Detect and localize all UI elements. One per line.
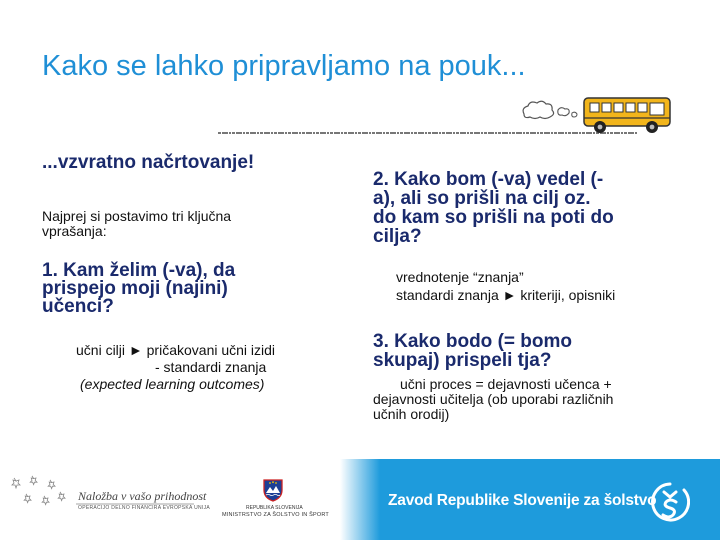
slide-title: Kako se lahko pripravljamo na pouk... — [42, 50, 526, 82]
ministry-name: MINISTRSTVO ZA ŠOLSTVO IN ŠPORT — [222, 512, 329, 518]
intro-text — [42, 209, 342, 239]
road-line — [218, 131, 638, 135]
question-2 — [373, 170, 683, 246]
question-3-line: 3. Kako bodo (= bomo — [373, 331, 572, 352]
question-2-line: 2. Kako bom (-va) vedel (- — [373, 169, 604, 190]
smoke-puff-icon — [520, 98, 582, 120]
question-1-line: prispejo moji (najini) — [42, 278, 228, 299]
answer-line: (expected learning outcomes) — [80, 376, 265, 392]
eu-slogan: Naložba v vašo prihodnost — [78, 489, 207, 503]
subtitle-backward-planning: ...vzvratno načrtovanje! — [42, 152, 255, 173]
slovenia-crest-icon — [262, 478, 284, 502]
ministry-country: REPUBLIKA SLOVENIJA — [246, 505, 303, 511]
answer-line: vrednotenje “znanja” — [396, 269, 524, 285]
answer-line: učni cilji ► pričakovani učni izidi — [76, 342, 276, 358]
answer-line: standardi znanja ► kriteriji, opisniki — [396, 287, 616, 303]
answer-line: dejavnosti učitelja (ob uporabi različnih — [373, 391, 614, 407]
intro-line: vprašanja: — [42, 223, 107, 239]
zrss-name: Zavod Republike Slovenije za šolstvo — [388, 492, 657, 509]
question-2-line: do kam so prišli na poti do — [373, 207, 614, 228]
question-2-answer — [396, 268, 706, 304]
question-1 — [42, 262, 342, 316]
question-1-line: učenci? — [42, 296, 114, 317]
question-3-answer — [373, 377, 693, 422]
school-bus-icon — [582, 94, 674, 136]
intro-line: Najprej si postavimo tri ključna — [42, 208, 232, 224]
eu-slogan-sub: OPERACIJO DELNO FINANCIRA EVROPSKA UNIJA — [78, 505, 211, 511]
answer-line: učni proces = dejavnosti učenca + — [400, 376, 612, 392]
zrss-logo-icon — [650, 480, 690, 524]
question-2-line: cilja? — [373, 226, 422, 247]
footer-fade — [340, 459, 380, 540]
question-3-line: skupaj) prispeli tja? — [373, 350, 552, 371]
question-1-answer — [42, 342, 342, 393]
question-1-line: 1. Kam želim (-va), da — [42, 260, 236, 281]
answer-line: - standardi znanja — [155, 359, 267, 375]
question-2-line: a), ali so prišli na cilj oz. — [373, 188, 591, 209]
answer-line: učnih orodij) — [373, 406, 450, 422]
question-3 — [373, 332, 683, 370]
